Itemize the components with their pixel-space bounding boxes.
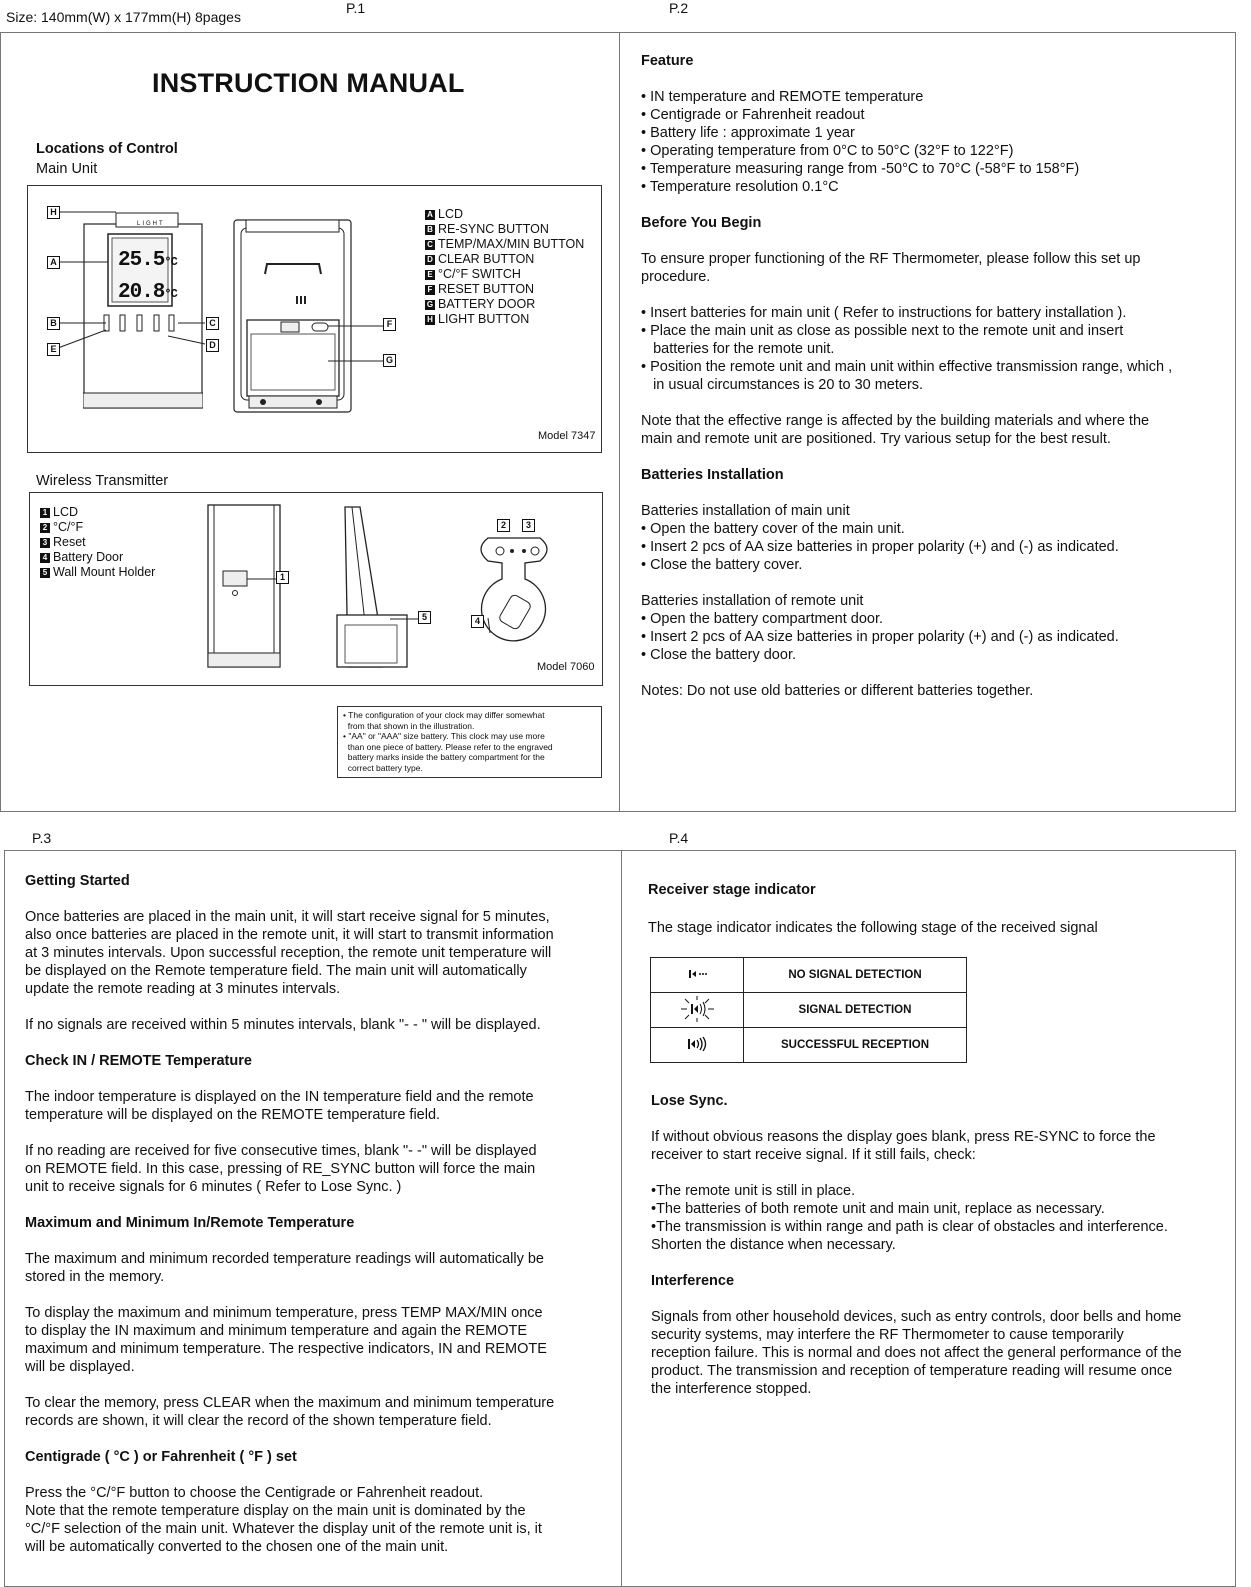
text-line: also once batteries are placed in the remote unit, it will start to transmit information — [25, 927, 554, 943]
label-e-marker: E — [47, 343, 60, 356]
section-heading: Getting Started — [25, 873, 130, 889]
label-h-marker: H — [47, 206, 60, 219]
text-line: batteries for the remote unit. — [641, 341, 835, 357]
signal-detection-icon-cell — [651, 993, 744, 1028]
tx-legend-item-4: 4 Battery Door — [40, 550, 155, 565]
successful-reception-icon-cell — [651, 1028, 744, 1063]
spacer — [651, 1254, 1231, 1272]
spacer — [25, 1376, 615, 1394]
spacer — [25, 1196, 615, 1214]
section-heading: Batteries Installation — [641, 467, 784, 483]
label-c-marker: C — [206, 317, 219, 330]
locations-heading: Locations of Control — [36, 141, 178, 157]
text-line: on REMOTE field. In this case, pressing of RE_SYNC button will force the main — [25, 1161, 536, 1177]
text-line: • Operating temperature from 0°C to 50°C (32°F to 122°F) — [641, 143, 1014, 159]
text-line: • Centigrade or Fahrenheit readout — [641, 107, 865, 123]
spacer — [641, 232, 1226, 250]
text-line: •The transmission is within range and path is clear of obstacles and interference. — [651, 1219, 1168, 1235]
transmitter-model: Model 7060 — [537, 661, 595, 673]
text-line: • Insert 2 pcs of AA size batteries in proper polarity (+) and (-) as indicated. — [641, 539, 1119, 555]
text-line: maximum and minimum temperature. The respective indicators, IN and REMOTE — [25, 1341, 547, 1357]
text-line: • Temperature resolution 0.1°C — [641, 179, 839, 195]
receiver-stage-heading: Receiver stage indicator — [648, 882, 816, 898]
text-line: the interference stopped. — [651, 1381, 812, 1397]
note-line: battery marks inside the battery compartment for the — [343, 752, 545, 762]
text-line: Press the °C/°F button to choose the Centigrade or Fahrenheit readout. — [25, 1485, 484, 1501]
stage-label-successful-reception: SUCCESSFUL RECEPTION — [744, 1028, 967, 1063]
text-line: • Insert 2 pcs of AA size batteries in proper polarity (+) and (-) as indicated. — [641, 629, 1119, 645]
section-heading: Maximum and Minimum In/Remote Temperature — [25, 1215, 355, 1231]
page-2-body — [641, 52, 1226, 700]
text-line: • Close the battery cover. — [641, 557, 803, 573]
no-signal-icon-cell — [651, 958, 744, 993]
lcd-in-reading: 25.5°C — [118, 249, 177, 272]
text-line: If without obvious reasons the display goes blank, press RE-SYNC to force the — [651, 1129, 1156, 1145]
text-line: Note that the remote temperature display on the main unit is dominated by the — [25, 1503, 526, 1519]
text-line: stored in the memory. — [25, 1269, 165, 1285]
text-line: will be displayed. — [25, 1359, 135, 1375]
text-line: • Position the remote unit and main unit within effective transmission range, which , — [641, 359, 1173, 375]
text-line: security systems, may interfere the RF Thermometer to cause temporarily — [651, 1327, 1124, 1343]
text-line: in usual circumstances is 20 to 30 meters. — [641, 377, 924, 393]
note-line: from that shown in the illustration. — [343, 720, 475, 731]
spacer — [25, 1124, 615, 1142]
tx-label-3-marker: 3 — [522, 519, 535, 532]
section-heading: Interference — [651, 1273, 735, 1289]
table-row — [651, 958, 967, 993]
section-heading: Centigrade ( °C ) or Fahrenheit ( °F ) set — [25, 1449, 297, 1465]
text-line: at 3 minutes intervals. Upon successful reception, the remote unit temperature will — [25, 945, 552, 961]
main-unit-model: Model 7347 — [538, 430, 596, 442]
legend-item-g: G BATTERY DOOR — [426, 297, 536, 311]
page-label-p1: P.1 — [346, 0, 366, 16]
no-signal-icon — [685, 967, 709, 981]
tx-legend-item-1: 1 LCD — [40, 505, 155, 520]
text-line: • Temperature measuring range from -50°C to 70°C (-58°F to 158°F) — [641, 161, 1080, 177]
signal-detection-icon — [677, 995, 717, 1023]
text-line: records are shown, it will clear the record of the shown temperature field. — [25, 1413, 492, 1429]
text-line: •The batteries of both remote unit and main unit, replace as necessary. — [651, 1201, 1105, 1217]
transmitter-diagram-box — [29, 492, 603, 686]
legend-item-f: F RESET BUTTON — [425, 282, 584, 297]
section-heading: Check IN / REMOTE Temperature — [25, 1053, 252, 1069]
text-line: • Open the battery cover of the main unit. — [641, 521, 905, 537]
spacer — [641, 70, 1226, 88]
page-label-p3: P.3 — [32, 830, 52, 846]
legend-item-h: H LIGHT BUTTON — [425, 312, 584, 327]
text-line: The indoor temperature is displayed on the IN temperature field and the remote — [25, 1089, 534, 1105]
legend-item-a: A LCD — [425, 207, 584, 222]
spacer — [651, 1290, 1231, 1308]
size-note: Size: 140mm(W) x 177mm(H) 8pages — [6, 9, 241, 25]
table-row — [651, 1028, 967, 1063]
note-line: • The configuration of your clock may differ somewhat — [343, 710, 545, 720]
tx-label-4-marker: 4 — [471, 615, 484, 628]
text-line: be displayed on the Remote temperature field. The main unit will automatically — [25, 963, 527, 979]
text-line: The maximum and minimum recorded temperature readings will automatically be — [25, 1251, 544, 1267]
receiver-stage-intro: The stage indicator indicates the following stage of the received signal — [648, 920, 1098, 936]
legend-item-d: D CLEAR BUTTON — [425, 252, 584, 267]
wireless-transmitter-label: Wireless Transmitter — [36, 473, 169, 489]
note-line: • "AA" or "AAA" size battery. This clock may use more — [343, 731, 545, 741]
text-line: unit to receive signals for 6 minutes ( Refer to Lose Sync. ) — [25, 1179, 402, 1195]
text-line: •The remote unit is still in place. — [651, 1183, 856, 1199]
main-unit-diagram-box — [27, 185, 602, 453]
successful-reception-icon — [685, 1036, 709, 1052]
note-line: than one piece of battery. Please refer to the engraved — [343, 741, 553, 752]
text-line: • IN temperature and REMOTE temperature — [641, 89, 924, 105]
stage-label-no-signal: NO SIGNAL DETECTION — [744, 958, 967, 993]
table-row — [651, 993, 967, 1028]
label-d-marker: D — [206, 339, 219, 352]
text-line: product. The transmission and reception of temperature reading will resume once — [651, 1363, 1173, 1379]
main-unit-label: Main Unit — [36, 161, 98, 177]
label-g-marker: G — [383, 354, 396, 367]
page-label-p2: P.2 — [669, 0, 689, 16]
section-heading: Lose Sync. — [651, 1093, 728, 1109]
text-line: reception failure. This is normal and does not affect the general performance of the — [651, 1345, 1182, 1361]
legend-item-b: B RE-SYNC BUTTON — [425, 222, 584, 237]
tx-legend-item-5: 5 Wall Mount Holder — [40, 565, 155, 580]
spacer — [641, 484, 1226, 502]
tx-label-2-marker: 2 — [497, 519, 510, 532]
text-line: will be automatically converted to the chosen one of the main unit. — [25, 1539, 449, 1555]
spacer — [641, 574, 1226, 592]
text-line: To display the maximum and minimum temperature, press TEMP MAX/MIN once — [25, 1305, 543, 1321]
note-line: correct battery type. — [343, 762, 423, 773]
spacer — [25, 890, 615, 908]
tx-label-1-marker: 1 — [276, 571, 289, 584]
text-line: • Insert batteries for main unit ( Refer to instructions for battery installation ). — [641, 305, 1127, 321]
light-button-label: LIGHT — [137, 221, 165, 227]
spacer — [25, 1232, 615, 1250]
stage-label-signal-detection: SIGNAL DETECTION — [744, 993, 967, 1028]
label-b-marker: B — [47, 317, 60, 330]
text-line: Once batteries are placed in the main unit, it will start receive signal for 5 minutes, — [25, 909, 550, 925]
text-line: • Place the main unit as close as possible next to the remote unit and insert — [641, 323, 1124, 339]
page-label-p4: P.4 — [669, 830, 689, 846]
text-line: procedure. — [641, 269, 711, 285]
spacer — [651, 1164, 1231, 1182]
stage-indicator-table — [650, 957, 967, 1063]
spacer — [25, 1430, 615, 1448]
text-line: Notes: Do not use old batteries or different batteries together. — [641, 683, 1034, 699]
text-line: • Close the battery door. — [641, 647, 796, 663]
text-line: main and remote unit are positioned. Try various setup for the best result. — [641, 431, 1111, 447]
tx-legend-item-2: 2 °C/°F — [40, 520, 155, 535]
text-line: If no reading are received for five consecutive times, blank "- -" will be displayed — [25, 1143, 537, 1159]
manual-title: INSTRUCTION MANUAL — [152, 68, 465, 98]
legend-item-c: C TEMP/MAX/MIN BUTTON — [425, 237, 584, 252]
spacer — [641, 196, 1226, 214]
page-4-body — [651, 1092, 1231, 1398]
text-line: Batteries installation of remote unit — [641, 593, 864, 609]
spacer — [25, 1070, 615, 1088]
spacer — [25, 1466, 615, 1484]
section-heading: Before You Begin — [641, 215, 762, 231]
text-line: • Open the battery compartment door. — [641, 611, 884, 627]
main-unit-legend — [425, 207, 584, 327]
text-line: Note that the effective range is affected by the building materials and where the — [641, 413, 1150, 429]
spacer — [25, 998, 615, 1016]
spacer — [25, 1034, 615, 1052]
text-line: Batteries installation of main unit — [641, 503, 850, 519]
text-line: update the remote reading at 3 minutes intervals. — [25, 981, 341, 997]
spacer — [641, 664, 1226, 682]
text-line: To ensure proper functioning of the RF Thermometer, please follow this set up — [641, 251, 1141, 267]
legend-item-e: E °C/°F SWITCH — [425, 267, 584, 282]
spacer — [651, 1110, 1231, 1128]
label-a-marker: A — [47, 256, 60, 269]
text-line: Signals from other household devices, such as entry controls, door bells and home — [651, 1309, 1182, 1325]
configuration-note — [337, 706, 602, 778]
page-3-body — [25, 872, 615, 1556]
text-line: If no signals are received within 5 minutes intervals, blank "- - " will be displayed. — [25, 1017, 541, 1033]
transmitter-illustrations — [30, 493, 604, 687]
tx-label-5-marker: 5 — [418, 611, 431, 624]
tx-legend-item-3: 3 Reset — [40, 535, 155, 550]
text-line: receiver to start receive signal. If it still fails, check: — [651, 1147, 976, 1163]
text-line: Shorten the distance when necessary. — [651, 1237, 896, 1253]
text-line: °C/°F selection of the main unit. Whatever the display unit of the remote unit is, it — [25, 1521, 542, 1537]
spacer — [641, 448, 1226, 466]
spacer — [25, 1286, 615, 1304]
text-line: • Battery life : approximate 1 year — [641, 125, 855, 141]
text-line: To clear the memory, press CLEAR when the maximum and minimum temperature — [25, 1395, 555, 1411]
label-f-marker: F — [383, 318, 396, 331]
text-line: to display the IN maximum and minimum temperature and again the REMOTE — [25, 1323, 528, 1339]
spacer — [641, 286, 1226, 304]
spacer — [641, 394, 1226, 412]
lcd-remote-reading: 20.8°C — [118, 281, 177, 304]
text-line: temperature will be displayed on the REMOTE temperature field. — [25, 1107, 441, 1123]
section-heading: Feature — [641, 53, 694, 69]
